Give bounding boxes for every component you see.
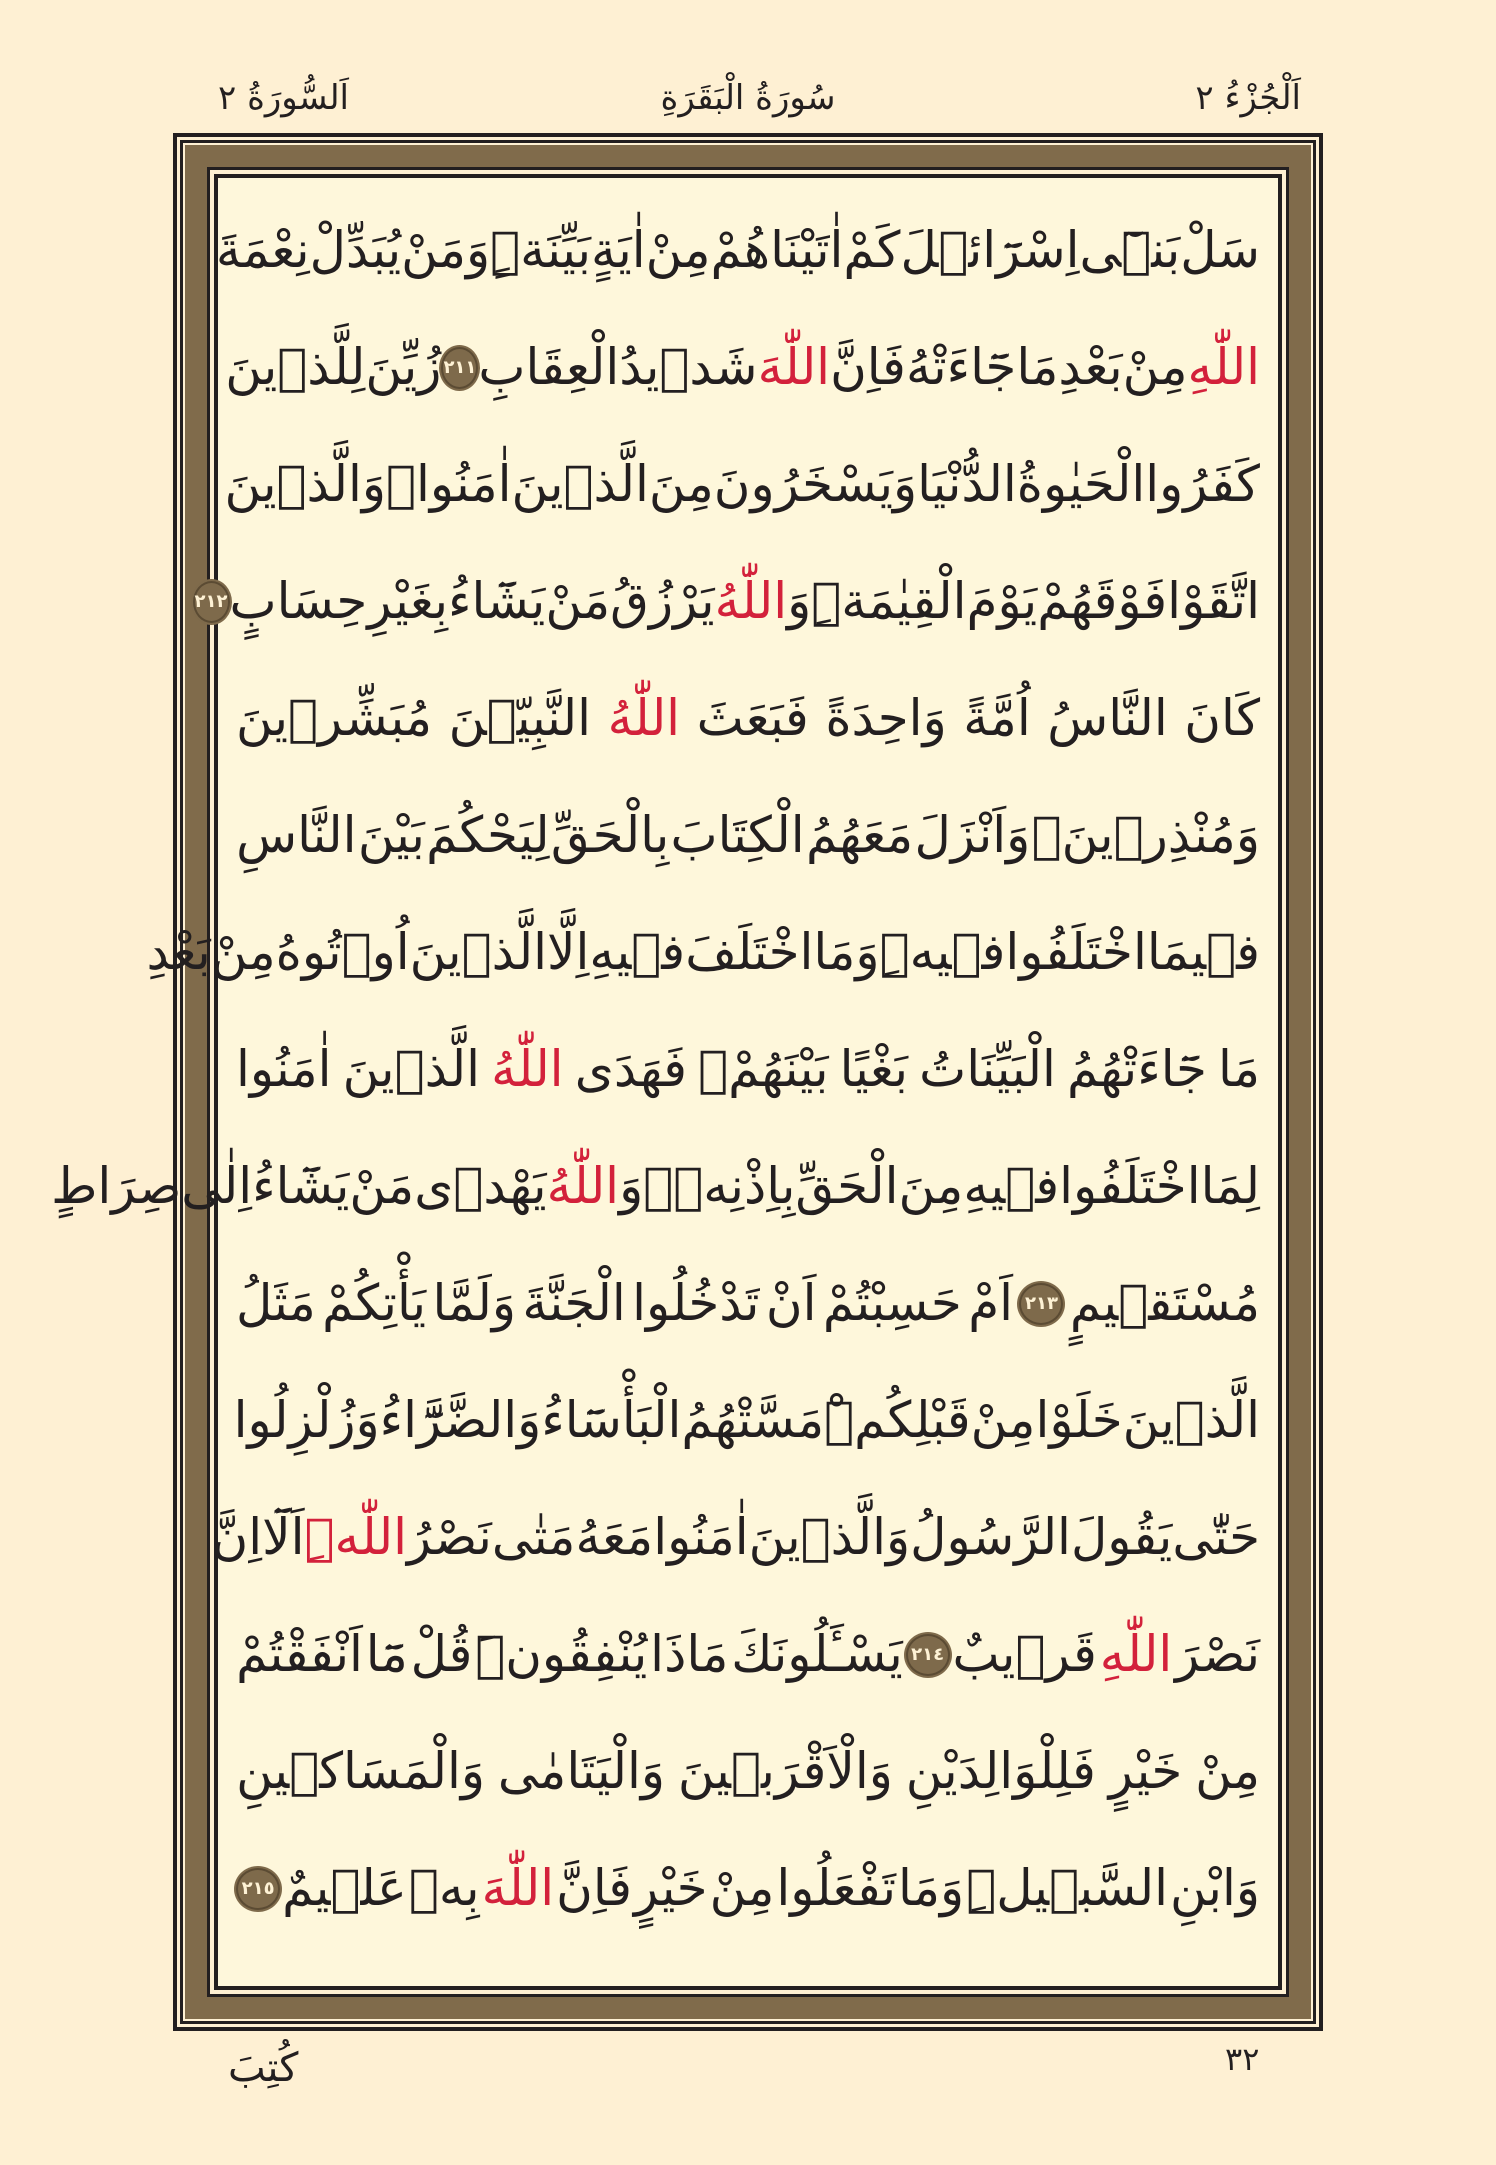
text-line (236, 1830, 1260, 1947)
text-line (236, 1245, 1260, 1362)
word: وَالَّذٖينَ (224, 455, 387, 513)
word: خَيْرٍ (1108, 1742, 1183, 1800)
word: الْحَقِّ (795, 1157, 899, 1215)
word: مَٓا (365, 1625, 408, 1683)
word: اتَّقَوْا (1167, 572, 1260, 630)
page-number: ٣٢ (1225, 2040, 1260, 2078)
word: اِنَّ (211, 1508, 263, 1566)
word: اَنْفَقْتُمْ (236, 1625, 363, 1683)
word: لِمَا (1200, 1157, 1260, 1215)
word: وَالَّذٖينَ (748, 1508, 911, 1566)
word: لِيَحْكُمَ (426, 806, 550, 864)
divine-name-word: اللّٰهُ (607, 689, 681, 747)
word: اَلَٓا (262, 1508, 305, 1566)
word: مَا (1016, 338, 1059, 396)
word: وَمَنْ (401, 221, 491, 279)
word: بِهٖ (408, 1859, 480, 1917)
word: اٰمَنُوا (236, 1040, 332, 1098)
word: الرَّسُولُ (910, 1508, 1071, 1566)
catchword: كُتِبَ (228, 2045, 299, 2091)
quran-text-block (51, 188, 1260, 1978)
word: وَلَمَّا (432, 1274, 517, 1332)
word: كَفَرُوا (1145, 455, 1260, 513)
word: الَّذٖينَ (511, 455, 649, 513)
word: فَوْقَهُمْ (1037, 572, 1168, 630)
word: عَلٖيمٌ (282, 1859, 407, 1917)
word: النَّاسِ (236, 806, 357, 864)
word: الدُّنْيَا (917, 455, 1017, 513)
word: حِسَابٍ (229, 572, 368, 630)
word: وَابْنِ (1169, 1859, 1260, 1917)
word: فٖيهِ (963, 1157, 1060, 1215)
word: حَسِبْتُمْ (822, 1274, 962, 1332)
word: مِنْ (970, 1391, 1036, 1449)
text-line (233, 1362, 1260, 1479)
text-line (225, 309, 1260, 426)
word: اٰمَنُوا (653, 1508, 749, 1566)
word: اخْتَلَفَ (685, 923, 814, 981)
word: يَسْـَٔلُونَكَ (731, 1625, 903, 1683)
word: خَيْرٍ (633, 1859, 708, 1917)
divine-name-word: اللّٰهُ (714, 572, 788, 630)
text-line (146, 894, 1260, 1011)
word: فَبَعَثَ (696, 689, 809, 747)
text-line (236, 1596, 1260, 1713)
word: النَّاسُ (1047, 689, 1168, 747)
word: مِنْ (210, 923, 276, 981)
surah-title: سُورَةُ الْبَقَرَةِ (660, 78, 836, 118)
word: وَالْمَسَاكٖينِ (236, 1742, 486, 1800)
word: شَدٖيدُ (619, 338, 758, 396)
text-line (211, 1479, 1260, 1596)
word: فَاِنَّ (556, 1859, 632, 1917)
word: الْحَيٰوةُ (1016, 455, 1146, 513)
word: مَنْ (545, 572, 611, 630)
divine-name-word: اللّٰهِۜ (304, 1508, 408, 1566)
word: فٖيهِۜ (879, 923, 1006, 981)
word: قَبْلِكُمْۜ (824, 1391, 971, 1449)
ayah-number-marker-icon: ٢١٥ (236, 1868, 280, 1910)
word: زُيِّنَ (365, 338, 442, 396)
word: يَشَٓاءُ (252, 1157, 350, 1215)
word: اٰيَةٍ (591, 221, 646, 279)
word: يَقُولَ (1070, 1508, 1173, 1566)
word: سَلْ (1180, 221, 1260, 279)
text-line (236, 777, 1260, 894)
divine-name-word: اللّٰهُ (491, 1040, 564, 1098)
word: اٰتَيْنَاهُمْ (710, 221, 844, 279)
word: مَعَهُ (575, 1508, 654, 1566)
word: وَمَا (813, 923, 880, 981)
divine-name-word: اللّٰهَ (481, 1859, 555, 1917)
word: الْجَنَّةَ (522, 1274, 626, 1332)
word: الْعِقَابِ (478, 338, 620, 396)
word: اخْتَلَفُوا (1059, 1157, 1201, 1215)
word: بَعْدِ (1058, 338, 1123, 396)
text-line (215, 192, 1260, 309)
word: وَالْاَقْرَبٖينَ (677, 1742, 893, 1800)
word: مِنْ (645, 221, 711, 279)
word: الَّذٖينَ (342, 1040, 480, 1098)
word: وَمُنْذِرٖينَۖ (1031, 806, 1260, 864)
word: مَثَلُ (236, 1274, 316, 1332)
word: بَغْيًا (839, 1040, 909, 1098)
word: كَانَ (1184, 689, 1260, 747)
word: مَسَّتْهُمُ (681, 1391, 825, 1449)
word: الْكِتَابَ (670, 806, 805, 864)
word: جَٓاءَتْهُ (905, 338, 1017, 396)
word: بَيْنَهُمْۚ (698, 1040, 829, 1098)
word: وَمَا (898, 1859, 965, 1917)
word: فٖيهِ (589, 923, 686, 981)
word: فٖيمَا (1146, 923, 1260, 981)
word: تَفْعَلُوا (776, 1859, 897, 1917)
word: اِلَّا (546, 923, 590, 981)
word: حَتّٰى (1172, 1508, 1260, 1566)
word: اِلٰى (181, 1157, 253, 1215)
word: يَأْتِكُمْ (322, 1274, 427, 1332)
word: يَوْمَ (966, 572, 1038, 630)
juz-label: اَلْجُزْءُ ٢ (1195, 78, 1301, 118)
word: بَيْنَ (357, 806, 425, 864)
word: نَصْرُ (407, 1508, 492, 1566)
word: تَدْخُلُوا (632, 1274, 760, 1332)
word: مُبَشِّرٖينَ (236, 689, 433, 747)
word: مَا (1217, 1040, 1260, 1098)
word: صِرَاطٍ (51, 1157, 182, 1215)
divine-name-word: اللّٰهُ (546, 1157, 620, 1215)
word: الْبَأْسَٓاءُ (541, 1391, 682, 1449)
word: وَ (619, 1157, 644, 1215)
divine-name-word: اللّٰهَ (757, 338, 831, 396)
word: لِلَّذٖينَ (225, 338, 366, 396)
word: بَنٖٓى (1079, 221, 1181, 279)
word: يُنْفِقُونَۜ (475, 1625, 648, 1683)
divine-name-word: اللّٰهِ (1187, 338, 1260, 396)
word: نَصْرَ (1175, 1625, 1260, 1683)
text-line (51, 1128, 1260, 1245)
word: فَهَدَى (574, 1040, 688, 1098)
word: الَّذٖينَ (1122, 1391, 1260, 1449)
word: مُسْتَقٖيمٍ (1069, 1274, 1260, 1332)
word: مَتٰى (491, 1508, 576, 1566)
word: نِعْمَةَ (215, 221, 310, 279)
word: بِالْحَقِّ (550, 806, 670, 864)
divine-name-word: اللّٰهِ (1099, 1625, 1173, 1683)
ayah-number-marker-icon: ٢١٢ (193, 581, 230, 623)
word: خَلَوْا (1035, 1391, 1123, 1449)
word: وَ (787, 572, 812, 630)
word: اٰمَنُواۢ (386, 455, 512, 513)
word: مِنَ (898, 1157, 964, 1215)
word: كَمْ (843, 221, 901, 279)
surah-number-label: اَلسُّورَةُ ٢ (218, 78, 350, 118)
word: السَّبٖيلِۜ (966, 1859, 1168, 1917)
word: يَشَٓاءُ (448, 572, 546, 630)
word: الْقِيٰمَةِۜ (811, 572, 967, 630)
word: اُمَّةً (963, 689, 1031, 747)
word: بِاِذْنِهٖۜ (643, 1157, 796, 1215)
word: مَنْ (349, 1157, 415, 1215)
word: بَيِّنَةٍۜ (490, 221, 592, 279)
word: وَالضَّرَّٓاءُ (379, 1391, 542, 1449)
word: يَهْدٖى (414, 1157, 547, 1215)
word: الَّذٖينَ (409, 923, 547, 981)
word: الْبَيِّنَاتُ (919, 1040, 1056, 1098)
word: فَلِلْوَالِدَيْنِ (905, 1742, 1096, 1800)
word: يُبَدِّلْ (309, 221, 402, 279)
word: وَاَنْزَلَ (914, 806, 1031, 864)
word: يَرْزُقُ (610, 572, 715, 630)
word: اُو۫تُوهُ (275, 923, 410, 981)
text-line (236, 1713, 1260, 1830)
text-line (224, 426, 1260, 543)
word: اِسْرَٓائٖلَ (900, 221, 1080, 279)
word: مِنْ (1122, 338, 1188, 396)
word: بَعْدِ (146, 923, 211, 981)
word: فَاِنَّ (830, 338, 906, 396)
text-line (236, 660, 1260, 777)
word: وَاحِدَةً (825, 689, 947, 747)
word: بِغَيْرِ (367, 572, 449, 630)
text-line (194, 543, 1260, 660)
word: اخْتَلَفُوا (1005, 923, 1147, 981)
word: مِنْ (1195, 1742, 1260, 1800)
ayah-number-marker-icon: ٢١٣ (1019, 1283, 1063, 1325)
word: مَعَهُمُ (805, 806, 914, 864)
word: جَٓاءَتْهُمُ (1066, 1040, 1207, 1098)
word: وَزُلْزِلُوا (233, 1391, 380, 1449)
ayah-number-marker-icon: ٢١٤ (906, 1634, 950, 1676)
word: النَّبِيّٖنَ (448, 689, 592, 747)
word: مِنَ (648, 455, 714, 513)
ayah-number-marker-icon: ٢١١ (441, 347, 478, 389)
text-line (236, 1011, 1260, 1128)
word: قُلْ (410, 1625, 473, 1683)
word: وَيَسْخَرُونَ (713, 455, 918, 513)
word: اَمْ (968, 1274, 1014, 1332)
word: مِنْ (709, 1859, 775, 1917)
word: اَنْ (765, 1274, 817, 1332)
word: قَرٖيبٌ (952, 1625, 1097, 1683)
word: مَاذَا (650, 1625, 729, 1683)
word: وَالْيَتَامٰى (497, 1742, 665, 1800)
